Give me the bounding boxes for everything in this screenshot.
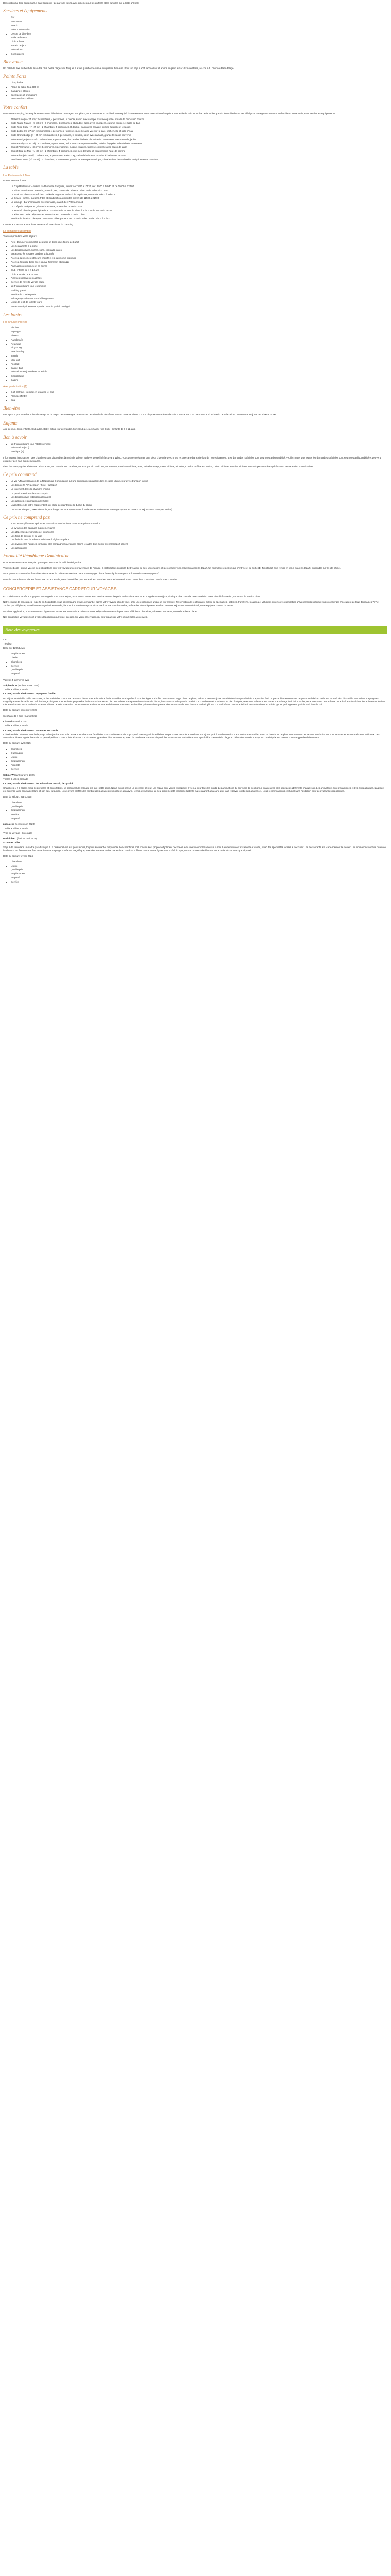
list-item: • La pension en formule tout compris xyxy=(11,492,387,495)
review-card xyxy=(3,774,387,821)
list-item: • Le logement dans la chambre choisie xyxy=(11,488,387,491)
review-body: L'hôtel est bien situé sur une belle plage et les jardins sont très beaux. Les chambres familiales sont spacieuses mais la propreté laissait parfois à désirer. Le personnel est très accueillant et toujours prêt à rendre service. La nourriture est variée, avec un bon choix de plats internationaux et locaux. Les boissons sont incluses et les cocktails sont délicieux. Les animations étaient agréables mais un peu répétitives d'une soirée à l'autre. La piscine est grande et bien entretenue, avec de nombreux transats disponibles. Nous avons particulièrement apprécié le calme de la plage en début de matinée. Le rapport qualité-prix est correct pour ce type d'établissement. xyxy=(3,733,380,739)
review-author-name: Sabine W xyxy=(3,773,14,776)
list-item: • Mini-golf xyxy=(11,359,387,362)
review-date: (avril 2025) xyxy=(14,720,27,723)
list-item: • Atelier Suite (+/- 27 m²) : 2 chambres, 4 personnes, lit double, salon avec canapé, cuisine équipée et salle de bain avec douche xyxy=(11,118,387,121)
list-item: • Petit-déjeuner continental, déjeuner et dîner sous forme de buffet xyxy=(11,241,387,244)
list-item: • Emplacement xyxy=(11,809,387,812)
review-criteria-list xyxy=(3,801,387,821)
list-item: • Service de navette vers la plage xyxy=(11,281,387,284)
list-item: • L'assistance de notre représentant sur place pendant toute la durée du séjour xyxy=(11,504,387,507)
restaurants-lead: Ils sont ouverts à tous : xyxy=(3,179,28,182)
list-item: • Parking gratuit xyxy=(11,289,387,292)
list-item: • Literie xyxy=(11,865,387,868)
review-criteria-list xyxy=(3,652,387,675)
bien-etre-text: Le Cap Spa propose des soins du visage et du corps, des massages relaxants et des rituels de bien-être dans un cadre apaisant. Le spa dispose de cabines de soin, d'un sauna, d'un hammam et d'un bassin de relaxation. Ouvert tous les jours de 9h00 à 20h00. xyxy=(3,413,277,416)
list-item: • Wi-Fi gratuit dans tout le domaine xyxy=(11,285,387,288)
list-item: • Animations xyxy=(11,48,387,52)
list-item: • La Crêperie - crêpes et galettes bretonnes, ouvert de 15h00 à 22h00 xyxy=(11,205,387,208)
formalite-text-4: Dans le cadre d'un vol via les États-Unis ou le Canada, merci de vérifier que le transit est autorisé. Aucune intervention ne pourra être contrainte dans le cas contraire. xyxy=(3,578,177,581)
list-item: • Literie xyxy=(11,756,387,759)
formalite-title: Formalité République Dominicaine xyxy=(3,553,69,559)
list-item: • Literie xyxy=(11,656,387,659)
list-item: • Salle de fitness xyxy=(11,36,387,39)
list-item: • Le Cap Restaurant - cuisine traditionnelle française, ouvert de 7h30 à 10h30, de 12h00 à 14h30 et de 19h00 à 22h00 xyxy=(11,185,387,188)
formalite-text-2: Visite médicale : aucun vaccin n'est obligatoire pour les voyageurs en provenance de France. Il est toutefois conseillé d'être à jour de ses vaccinations et de consulter son médecin avant le départ. Un formulaire électronique d'entrée et de sortie (E-Ticket) doit être rempli en ligne avant le départ, disponible sur le site officiel. xyxy=(3,567,341,570)
list-item: • Club enfants de 4 à 12 ans xyxy=(11,269,387,272)
list-item: • Animations en journée et en soirée xyxy=(11,370,387,374)
restaurants-subtitle: Les Restaurants & Bars xyxy=(3,174,30,178)
review-heading xyxy=(3,729,387,732)
list-item: • Club ados de 13 à 17 ans xyxy=(11,273,387,276)
loisirs-list xyxy=(3,326,387,382)
conciergerie-text-1: En choisissant Carrefour Voyages Conciergerie pour votre séjour, vous aurez accès à un service de conciergerie et d'assistance tout au long de votre séjour, ainsi que des conseils personnalisés. Pour plus d'information, contactez le service client. xyxy=(3,595,261,598)
review-card xyxy=(3,823,387,884)
list-item: • Suite Eden (+/- 38 m²) : 3 chambres, 6 personnes, salon cosy, salle de bain avec douche à l'italienne, terrasse xyxy=(11,154,387,157)
review-author-name: Chantal S xyxy=(3,720,14,723)
enfants-title: Enfants xyxy=(3,420,18,426)
list-item: • Suite Terre Cosy (+/- 27 m²) : 2 chambres, 4 personnes, lit double, salon avec canapé, cuisine équipée et terrasse xyxy=(11,126,387,129)
review-count: Basé sur 12954 Avis xyxy=(3,647,25,650)
list-item: • Propreté xyxy=(11,817,387,820)
review-card xyxy=(3,684,387,718)
list-item: • Service xyxy=(11,813,387,816)
list-item: • Camping 4 étoiles xyxy=(11,90,387,93)
list-item: • Suite Family (+/- 36 m²) : 3 chambres, 6 personnes, salon avec canapé convertible, cuisine équipée, salle de bain et terrasse xyxy=(11,142,387,145)
list-item: • Snack xyxy=(11,24,387,27)
review-score: 4.6 xyxy=(3,638,7,641)
list-item: • Casino xyxy=(11,379,387,382)
review-heading-text: Ce que j'aurais aimé savoir : vacances en couple xyxy=(3,728,58,732)
points-forts-title: Points Forts xyxy=(3,74,26,79)
ce-prix-ne-comprend-pas-list xyxy=(3,522,387,550)
ce-prix-comprend-title: Ce prix comprend xyxy=(3,472,37,478)
list-item: • Cinq étoiles xyxy=(11,81,387,84)
list-item: • Les assurances xyxy=(11,547,387,550)
list-item: • Restaurant xyxy=(11,20,387,23)
review-author xyxy=(3,720,387,723)
list-item: • Les frais de taxe de séjour touristique à régler sur place xyxy=(11,538,387,541)
conciergerie-text-3: Ma visite application, vous retrouverez également toutes les informations utiles sur votre séjour directement depuis votre téléphone : horaires, adresses, contacts, conseils et bons plans. xyxy=(3,609,198,613)
list-item: • Service xyxy=(11,665,387,668)
list-item: • Conciergerie xyxy=(11,53,387,56)
resort-subtitle: Le domaine tout compris xyxy=(3,230,31,233)
bienvenue-text: Un hôtel de luxe au bord de l'eau des plus belles plages du Touquet. La vie quotidienne arrive au quartier bien-être. Pour un séjour actif, accueillant et animé en plein air à 10 km de Paris, au cœur du Touquet-Paris-Plage. xyxy=(3,66,234,70)
review-date: (écrit en juin 2025) xyxy=(15,823,35,826)
list-item: • Chalet Bord de Mer (+/- 32 m²) : 2 chambres, 4 personnes, vue mer, terrasse et équipements haut de gamme xyxy=(11,150,387,153)
list-item: • Le Marché - boulangerie, épicerie et produits frais, ouvert de 7h00 à 12h00 et de 16h00 à 19h00 xyxy=(11,209,387,212)
bon-a-savoir-title: Bon à savoir xyxy=(3,434,27,440)
loisirs-subtitle: Les activités incluses xyxy=(3,321,27,325)
list-item: • Qualité/prix xyxy=(11,868,387,871)
list-item: • Le Snack - pizzas, burgers, frites et sandwichs à emporter, ouvert de 11h30 à 21h00 xyxy=(11,197,387,200)
list-item: • Pétanque xyxy=(11,343,387,346)
list-item: • Penthouse Suite (+/- 45 m²) : 3 chambres, 6 personnes, grande terrasse panoramique, climatisation, lave-vaisselle et équipements premium xyxy=(11,158,387,161)
resort-list xyxy=(3,241,387,309)
list-item: • La livraison des bagages supplémentaires xyxy=(11,527,387,530)
list-item: • Le Bistro - cuisine de brasserie, plats du jour, ouvert de 12h00 à 14h30 et de 19h00 à 21h30 xyxy=(11,189,387,192)
list-item: • Ping-pong xyxy=(11,346,387,349)
list-item: • Service de conciergerie xyxy=(11,293,387,296)
list-item: • Les frais de dossier et de visa xyxy=(11,535,387,538)
list-item: • Tous les suppléments, options et prestations non incluses dans « ce prix comprend » xyxy=(11,522,387,526)
list-item: • Personnel accueillant xyxy=(11,97,387,100)
votre-confort-title: Votre confort xyxy=(3,104,27,110)
list-item: • Réservation (RC) xyxy=(11,446,387,449)
list-item: • Suite Prestige (+/- 40 m²) : 3 chambres, 6 personnes, deux salles de bain, climatisation et terrasse avec salon de jardin xyxy=(11,138,387,141)
review-author-name: Stéphanie B xyxy=(3,684,17,687)
review-criteria-list xyxy=(3,748,387,771)
payant-list xyxy=(3,391,387,402)
formalite-text-1: Pour les ressortissants français : passeport en cours de validité obligatoire. xyxy=(3,561,82,564)
list-item: • Le vol A/R à destination de la République Dominicaine sur une compagnie régulière dans le cadre d'un séjour avec transport inclus xyxy=(11,480,387,483)
bienvenue-title: Bienvenue xyxy=(3,59,23,64)
review-body: Chambres 1 à 2 étoiles mais très propres et confortables, le personnel de ménage est aux petits soins. Nous avons passé un excellent séjour. Les repas sont variés et copieux, il y en a pour tous les goûts. Les animations du soir sont de très bonne qualité avec des spectacles différents chaque soir. Les animateurs sont dynamiques et très sympathiques. La plage est superbe avec son sable blanc et son eau turquoise. Nous avons profité des nombreuses activités proposées : aquagym, tennis, excursions. Le seul point négatif concerne l'attente au restaurant à la carte qu'il faut réserver longtemps à l'avance. Nous recommandons cet hôtel sans hésitation pour des vacances reposantes. xyxy=(3,786,384,792)
list-item: • Piscine xyxy=(11,326,387,329)
list-item: • Qualité/prix xyxy=(11,668,387,671)
review-heading-text: Ce que j'aurais aimé savoir : les animations du soir, de qualité xyxy=(3,782,73,785)
payant-subtitle: Avec participation ($) xyxy=(3,385,27,389)
review-base: Voté les 5 dernières avis xyxy=(3,678,29,681)
list-item: • Bar xyxy=(11,16,387,19)
bon-a-savoir-text-2: Liste des compagnies aériennes : Air France, Air Canada, Air Caraïbes, Air Europa, Air Tahiti Nui, Air Transat, American Airlines, ALIA, British Airways, Delta Airlines, Air Blue, Condor, Lufthansa, Swiss, United Airlines, Austrian Airlines. Les vols peuvent être opérés avec escale selon la destination. xyxy=(3,465,314,468)
list-item: • Propreté xyxy=(11,764,387,767)
list-item: • Les boissons (vin et boissons locales) xyxy=(11,496,387,499)
review-heading-text: Ce que j'aurais aimé savoir : voyage en famille xyxy=(3,692,56,696)
list-item: • Aquagym xyxy=(11,330,387,333)
list-item: • Linge de lit et de toilette fourni xyxy=(11,301,387,304)
list-item: • Basket-ball xyxy=(11,367,387,370)
review-title: Thalès & Villes, Canada xyxy=(3,688,28,691)
restaurants-list xyxy=(3,185,387,221)
list-item: • Chalet Premium (+/- 36 m²) : 3 chambres, 6 personnes, cuisine équipée, terrasse couverte avec salon de jardin xyxy=(11,146,387,149)
list-item: • Service xyxy=(11,880,387,884)
list-item: • Service de livraison de repas dans votre hébergement, de 12h00 à 14h00 et de 19h00 à 21h00 xyxy=(11,217,387,221)
list-item: • Le Pool Bar - boissons fraîches, cocktails et glaces au bord de la piscine, ouvert de 10h00 à 19h00 xyxy=(11,193,387,196)
bon-a-savoir-text-1: Informations importantes : Les chambres sont disponibles à partir de 15h00, et doivent être libérées avant 11h00. Vous devez présenter une pièce d'identité avec photo et une carte bancaire lors de l'enregistrement. Les demandes spéciales sont soumises à disponibilité. Veuillez noter que toutes les demandes spéciales sont soumises à disponibilité et peuvent entraîner des frais supplémentaires. xyxy=(3,456,381,462)
services-title: Services et équipements xyxy=(3,8,47,14)
review-heading-text: + 2 votes utiles xyxy=(3,841,21,844)
review-date: (avril sur mars 2025) xyxy=(17,684,39,687)
list-item: • Centre de bien-être xyxy=(11,32,387,36)
list-item: • Le Lounge - bar d'ambiance avec terrasse, ouvert de 17h00 à minuit xyxy=(11,201,387,204)
list-item: • Propreté xyxy=(11,876,387,879)
list-item: • Le Kiosque - petits déjeuners et viennoiseries, ouvert de 7h30 à 11h00 xyxy=(11,213,387,216)
review-criteria-list xyxy=(3,860,387,884)
list-item: • Chambres xyxy=(11,748,387,751)
reviews-summary xyxy=(3,638,387,682)
ce-prix-comprend-list xyxy=(3,480,387,511)
list-item: • Chambres xyxy=(11,801,387,804)
review-author xyxy=(3,684,387,687)
enfants-text: Aire de jeux, Club enfants, Club ados, Baby-sitting (sur demande), Mini-Club de 4 à 12 ans, Kids Club - Enfants de 6 à 11 ans. xyxy=(3,428,136,431)
list-item: • Randonnée xyxy=(11,338,387,342)
reviews-header-bar: Note des voyageurs xyxy=(3,626,387,634)
loisirs-title: Les loisirs xyxy=(3,312,23,317)
list-item: • Plage de sable fin à 800 m xyxy=(11,86,387,89)
list-item: • Activités sportives encadrées xyxy=(11,277,387,280)
list-item: • Accès aux équipements sportifs : tennis, padel, mini-golf xyxy=(11,305,387,308)
review-date: (écrit en mai 2025) xyxy=(17,837,37,840)
list-item: • Qualité/prix xyxy=(11,805,387,808)
list-item: • Football xyxy=(11,363,387,366)
list-item: • Chambres xyxy=(11,660,387,664)
list-item: • Emplacement xyxy=(11,760,387,763)
breadcrumb-link[interactable]: Description Le Cap camping/ Le Cap Camping / Le parc de loisirs avec piscine pour les enfants et les familles sur la Côte d'Opale xyxy=(3,2,139,4)
list-item: • Club enfants xyxy=(11,40,387,43)
la-table-title: La table xyxy=(3,165,19,171)
list-item: • Beach-volley xyxy=(11,350,387,353)
review-body: Séjour de rêve dans un cadre paradisiaque ! Le personnel est aux petits soins, toujours souriant et disponible. Les chambres sont spacieuses, propres et joliment décorées avec une vue imprenable sur la mer. La nourriture est excellente et variée, avec des spécialités locales à découvrir. Les restaurants à la carte méritent le détour. Les animations sont de qualité et l'ambiance est festive sans être envahissante. La plage privée est magnifique, avec des transats et des parasols en nombre suffisant. Nous avons également profité du spa, un vrai moment de détente. Nous reviendrons avec grand plaisir. xyxy=(3,845,387,852)
review-heading xyxy=(3,692,387,696)
list-item: • Spectacles et animations xyxy=(11,94,387,97)
list-item: • Fitness xyxy=(11,334,387,337)
list-item: • Boutique (S) xyxy=(11,450,387,453)
review-author xyxy=(3,823,387,826)
list-item: • Les éventuelles hausses carburant des compagnies aériennes (dans le cadre d'un séjour avec transport aérien) xyxy=(11,543,387,546)
review-title: Thalès & Villes, Canada xyxy=(3,827,28,830)
list-item: • Wi-Fi gratuit dans tout l'établissement xyxy=(11,443,387,446)
review-stay: Date du séjour : février 2024 xyxy=(3,854,33,857)
review-author xyxy=(3,837,387,840)
list-item: • Service xyxy=(11,768,387,771)
formalite-text-3[interactable]: Vous pouvez consulter les formalités de santé et de police nécessaires pour votre voyage : https://www.diplomatie.gouv.fr/fr/conseils-aux-voyageurs/ xyxy=(3,572,159,575)
breadcrumb[interactable] xyxy=(3,2,387,5)
review-stay: Date du séjour : novembre 2025 xyxy=(3,709,37,712)
list-item: • Point d'information xyxy=(11,28,387,31)
review-heading xyxy=(3,782,387,785)
review-meta: Stéphanie B a écrit (mars 2025) xyxy=(3,715,37,717)
bien-etre-title: Bien-être xyxy=(3,405,21,411)
list-item: • Plongée (PADI) xyxy=(11,395,387,398)
review-score-label: Très bon xyxy=(3,642,12,645)
list-item: • Spa xyxy=(11,399,387,402)
list-item: • Encas sucrés et salés pendant la journée xyxy=(11,252,387,256)
review-title: Thalès & Villes, Canada xyxy=(3,724,28,727)
list-item: • Les transferts A/R aéroport / hôtel / aéroport xyxy=(11,484,387,487)
list-item: • Emplacement xyxy=(11,872,387,875)
list-item: • Les boissons (vins, bières, softs, cocktails, cafés) xyxy=(11,249,387,252)
list-item: • Suite Taupe Palace (+/- 30 m²) : 3 chambres, 6 personnes, lit double, salon avec canapé-lit, cuisine équipée et salle de bain xyxy=(11,122,387,125)
review-stay: Date du séjour : avril 2025 xyxy=(3,742,31,745)
bon-a-savoir-list xyxy=(3,443,387,454)
list-item: • Discothèque xyxy=(11,375,387,378)
review-author-name: Rodolphe L xyxy=(3,837,17,840)
list-item: • Animations en journée et en soirée xyxy=(11,265,387,268)
list-item: • Ménage quotidien de votre hébergement xyxy=(11,297,387,300)
list-item: • Emplacement xyxy=(11,652,387,655)
conciergerie-text-2: Notre équipe de concierges, experte en hospitalité, vous accompagne avant, pendant et après votre voyage afin de vous offrir une expérience unique et sur mesure. Réservation de restaurants, billets de spectacles, activités, transferts, location de véhicules ou encore organisation d'événements spéciaux : nos concierges s'occupent de tout. Joignables 7j/7 et 24h/24 par téléphone, e-mail ou messagerie instantanée, ils sont à votre écoute pour répondre à toutes vos demandes, même les plus originales. Profitez de votre séjour en toute sérénité, notre équipe s'occupe du reste. xyxy=(3,601,379,607)
accommodation-list xyxy=(3,118,387,162)
list-item: • Qualité/prix xyxy=(11,752,387,755)
conciergerie-title: CONCIERGERIE ET ASSISTANCE CARREFOUR VOYAGES xyxy=(3,587,117,592)
restaurants-note: L'accès aux restaurants et bars est réservé aux clients du camping. xyxy=(3,223,74,226)
list-item: • Terrain de jeux xyxy=(11,44,387,47)
list-item: • Suite Lodge (+/- 27 m²) : 2 chambres, 4 personnes, terrasse couverte avec vue sur le parc, kitchenette et salle d'eau xyxy=(11,130,387,133)
review-card xyxy=(3,720,387,771)
review-title: Thalès & Villes, Canada xyxy=(3,777,28,781)
review-author-name: pascale m xyxy=(3,823,15,826)
list-item: • Accès à la piscine extérieure chauffée et à la piscine intérieure xyxy=(11,257,387,260)
review-body: Un séjour inoubliable. Ni le personnel, ni la qualité des chambres ne m'ont déçue. Les animations étaient variées et adaptées à tous les âges. Le buffet proposait un large choix de plats, même si certains jours la variété était un peu limitée. La piscine était propre et bien entretenue. Le personnel de l'accueil s'est montré très disponible et souriant. La plage est magnifique mais le sable est parfois chargé d'algues. Les activités proposées étaient nombreuses et bien encadrées. Le spa mérite vraiment le détour, les soins sont de grande qualité. La chambre était spacieuse et bien équipée, avec une belle vue sur la mer. Le ménage était fait tous les jours avec soin. Les enfants ont adoré le mini-club et les animateurs étaient très attentionnés. Nous reviendrons sans hésiter l'année prochaine. Je recommande vivement cet établissement à toutes les familles qui souhaitent passer des vacances de rêve dans un cadre idyllique. Le seul bémol concerne le bruit des animations en soirée qui se prolongeaient parfois tard dans la nuit. xyxy=(3,697,385,706)
list-item: • Tennis xyxy=(11,354,387,358)
list-item: • Chambres xyxy=(11,860,387,863)
page-content xyxy=(0,0,391,884)
list-item: • Accès à l'espace bien-être : sauna, hammam et jacuzzi xyxy=(11,261,387,264)
conciergerie-text-4: Nos conseillers voyages sont à votre disposition pour toute question sur votre réservation ou pour organiser votre séjour selon vos envies. xyxy=(3,615,148,618)
review-type: Type de voyage : En couple xyxy=(3,832,32,834)
list-item: • Les activités et animations de l'hôtel xyxy=(11,500,387,503)
list-item: • Propreté xyxy=(11,672,387,675)
list-item: • Les taxes aéroport, taxes de sortie, surcharge carburant (soumises à variation) et redevances passagers (dans le cadre d'un séjour avec transport aérien) xyxy=(11,508,387,511)
review-date: (avril sur avril 2025) xyxy=(14,773,36,776)
points-forts-list xyxy=(3,81,387,101)
list-item: • Suite Grand Lodge (+/- 35 m²) : 3 chambres, 6 personnes, lit double, salon avec canapé, grande terrasse couverte xyxy=(11,134,387,137)
review-heading xyxy=(3,841,387,844)
review-author xyxy=(3,774,387,777)
services-list xyxy=(3,16,387,56)
list-item: • Les dépenses personnelles et pourboires xyxy=(11,531,387,534)
ce-prix-ne-comprend-pas-title: Ce prix ne comprend pas xyxy=(3,515,50,520)
list-item: • Les restaurants à la carte xyxy=(11,245,387,248)
votre-confort-text: Dans notre camping, les emplacements sont délimités et ombragés. Sur place, vous trouverez un mobile-home équipé d'une terrasse, avec une cuisine équipée et une salle de bain. Pour les petits et les grands, le mobile-home est idéal pour partager un moment en famille ou entre amis, sans oublier les équipements. xyxy=(3,112,336,115)
resort-lead: Tout compris dans votre séjour : xyxy=(3,235,37,238)
list-item: • Golf 18 trous - remise en jeu avec le club xyxy=(11,391,387,394)
review-stay: Date du séjour : mars 2025 xyxy=(3,795,32,798)
